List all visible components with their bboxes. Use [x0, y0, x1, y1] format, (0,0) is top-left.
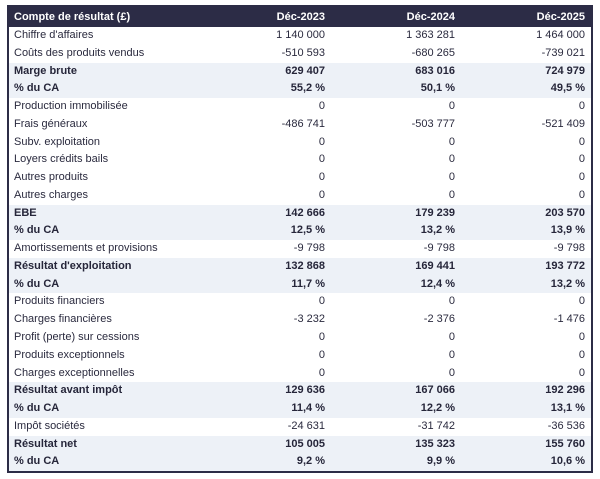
table-row	[9, 276, 591, 294]
row-value: 49,5 %	[461, 80, 591, 98]
row-label: Résultat d'exploitation	[9, 258, 201, 276]
table-row	[9, 63, 591, 81]
row-value: 12,2 %	[331, 400, 461, 418]
row-value: -680 265	[331, 45, 461, 63]
header-col-dec-2024: Déc-2024	[331, 7, 461, 27]
table-row	[9, 134, 591, 152]
row-value: 167 066	[331, 382, 461, 400]
table-row	[9, 240, 591, 258]
row-value: 11,4 %	[201, 400, 331, 418]
row-value: -36 536	[461, 418, 591, 436]
row-label: Frais généraux	[9, 116, 201, 134]
row-value: 0	[331, 329, 461, 347]
row-value: 0	[461, 134, 591, 152]
row-value: 0	[461, 365, 591, 383]
row-value: 1 464 000	[461, 27, 591, 45]
row-label: Produits exceptionnels	[9, 347, 201, 365]
table-row	[9, 205, 591, 223]
row-label: Charges exceptionnelles	[9, 365, 201, 383]
row-value: 13,9 %	[461, 222, 591, 240]
row-value: 193 772	[461, 258, 591, 276]
row-value: 12,5 %	[201, 222, 331, 240]
row-value: -486 741	[201, 116, 331, 134]
income-statement	[9, 7, 591, 471]
row-value: 0	[331, 169, 461, 187]
table-row	[9, 98, 591, 116]
row-value: 1 140 000	[201, 27, 331, 45]
row-value: 1 363 281	[331, 27, 461, 45]
row-value: 0	[201, 169, 331, 187]
row-value: 0	[461, 98, 591, 116]
row-value: 0	[461, 187, 591, 205]
header-title: Compte de résultat (£)	[9, 7, 201, 27]
row-value: 0	[201, 151, 331, 169]
row-value: 132 868	[201, 258, 331, 276]
row-value: -739 021	[461, 45, 591, 63]
row-value: 0	[461, 293, 591, 311]
row-label: % du CA	[9, 222, 201, 240]
table-row	[9, 187, 591, 205]
table-row	[9, 80, 591, 98]
row-value: 155 760	[461, 436, 591, 454]
row-value: -503 777	[331, 116, 461, 134]
row-value: 0	[331, 134, 461, 152]
row-value: 10,6 %	[461, 453, 591, 471]
header-col-dec-2023: Déc-2023	[201, 7, 331, 27]
table-row	[9, 27, 591, 45]
row-label: Subv. exploitation	[9, 134, 201, 152]
row-label: Chiffre d'affaires	[9, 27, 201, 45]
row-label: Profit (perte) sur cessions	[9, 329, 201, 347]
row-value: 0	[201, 365, 331, 383]
row-label: Loyers crédits bails	[9, 151, 201, 169]
row-value: 203 570	[461, 205, 591, 223]
table-row	[9, 293, 591, 311]
row-value: 0	[331, 365, 461, 383]
row-value: 13,1 %	[461, 400, 591, 418]
row-value: 683 016	[331, 63, 461, 81]
row-value: 0	[201, 187, 331, 205]
row-label: % du CA	[9, 276, 201, 294]
table-row	[9, 329, 591, 347]
row-value: 142 666	[201, 205, 331, 223]
row-value: 55,2 %	[201, 80, 331, 98]
row-value: 9,9 %	[331, 453, 461, 471]
row-label: % du CA	[9, 80, 201, 98]
row-value: 0	[331, 151, 461, 169]
row-label: % du CA	[9, 400, 201, 418]
row-value: 0	[331, 98, 461, 116]
row-label: % du CA	[9, 453, 201, 471]
header-col-dec-2025: Déc-2025	[461, 7, 591, 27]
row-value: 11,7 %	[201, 276, 331, 294]
table-row	[9, 116, 591, 134]
table-row	[9, 311, 591, 329]
row-value: -510 593	[201, 45, 331, 63]
table-row	[9, 258, 591, 276]
table-row	[9, 436, 591, 454]
row-value: 0	[201, 98, 331, 116]
row-value: 179 239	[331, 205, 461, 223]
row-value: 0	[461, 151, 591, 169]
row-label: Autres produits	[9, 169, 201, 187]
row-value: 13,2 %	[461, 276, 591, 294]
row-value: 0	[461, 329, 591, 347]
row-label: Résultat avant impôt	[9, 382, 201, 400]
table-row	[9, 347, 591, 365]
row-value: 0	[201, 329, 331, 347]
row-label: Marge brute	[9, 63, 201, 81]
row-value: 0	[201, 293, 331, 311]
row-value: -9 798	[331, 240, 461, 258]
row-value: 724 979	[461, 63, 591, 81]
row-value: -31 742	[331, 418, 461, 436]
row-label: Charges financières	[9, 311, 201, 329]
table-header	[9, 7, 591, 27]
row-label: Produits financiers	[9, 293, 201, 311]
income-statement-table	[7, 5, 593, 473]
row-value: -521 409	[461, 116, 591, 134]
row-value: 0	[331, 187, 461, 205]
table-row	[9, 222, 591, 240]
row-value: 0	[331, 293, 461, 311]
table-row	[9, 365, 591, 383]
row-value: 50,1 %	[331, 80, 461, 98]
row-value: -9 798	[201, 240, 331, 258]
table-row	[9, 418, 591, 436]
row-value: 129 636	[201, 382, 331, 400]
row-value: 192 296	[461, 382, 591, 400]
row-value: 0	[331, 347, 461, 365]
row-value: 0	[461, 169, 591, 187]
row-value: 0	[461, 347, 591, 365]
row-value: 169 441	[331, 258, 461, 276]
header-row	[9, 7, 591, 27]
row-label: Impôt sociétés	[9, 418, 201, 436]
row-value: -2 376	[331, 311, 461, 329]
table-row	[9, 400, 591, 418]
table-body	[9, 27, 591, 471]
row-value: 13,2 %	[331, 222, 461, 240]
row-value: -1 476	[461, 311, 591, 329]
row-value: -9 798	[461, 240, 591, 258]
row-label: Amortissements et provisions	[9, 240, 201, 258]
row-label: Production immobilisée	[9, 98, 201, 116]
table-row	[9, 45, 591, 63]
table-row	[9, 169, 591, 187]
row-value: 12,4 %	[331, 276, 461, 294]
table-row	[9, 453, 591, 471]
row-value: -24 631	[201, 418, 331, 436]
row-value: 9,2 %	[201, 453, 331, 471]
row-value: 0	[201, 134, 331, 152]
row-label: Résultat net	[9, 436, 201, 454]
row-value: 629 407	[201, 63, 331, 81]
row-label: Autres charges	[9, 187, 201, 205]
table-row	[9, 382, 591, 400]
row-label: EBE	[9, 205, 201, 223]
row-label: Coûts des produits vendus	[9, 45, 201, 63]
table-row	[9, 151, 591, 169]
row-value: -3 232	[201, 311, 331, 329]
row-value: 135 323	[331, 436, 461, 454]
row-value: 105 005	[201, 436, 331, 454]
row-value: 0	[201, 347, 331, 365]
